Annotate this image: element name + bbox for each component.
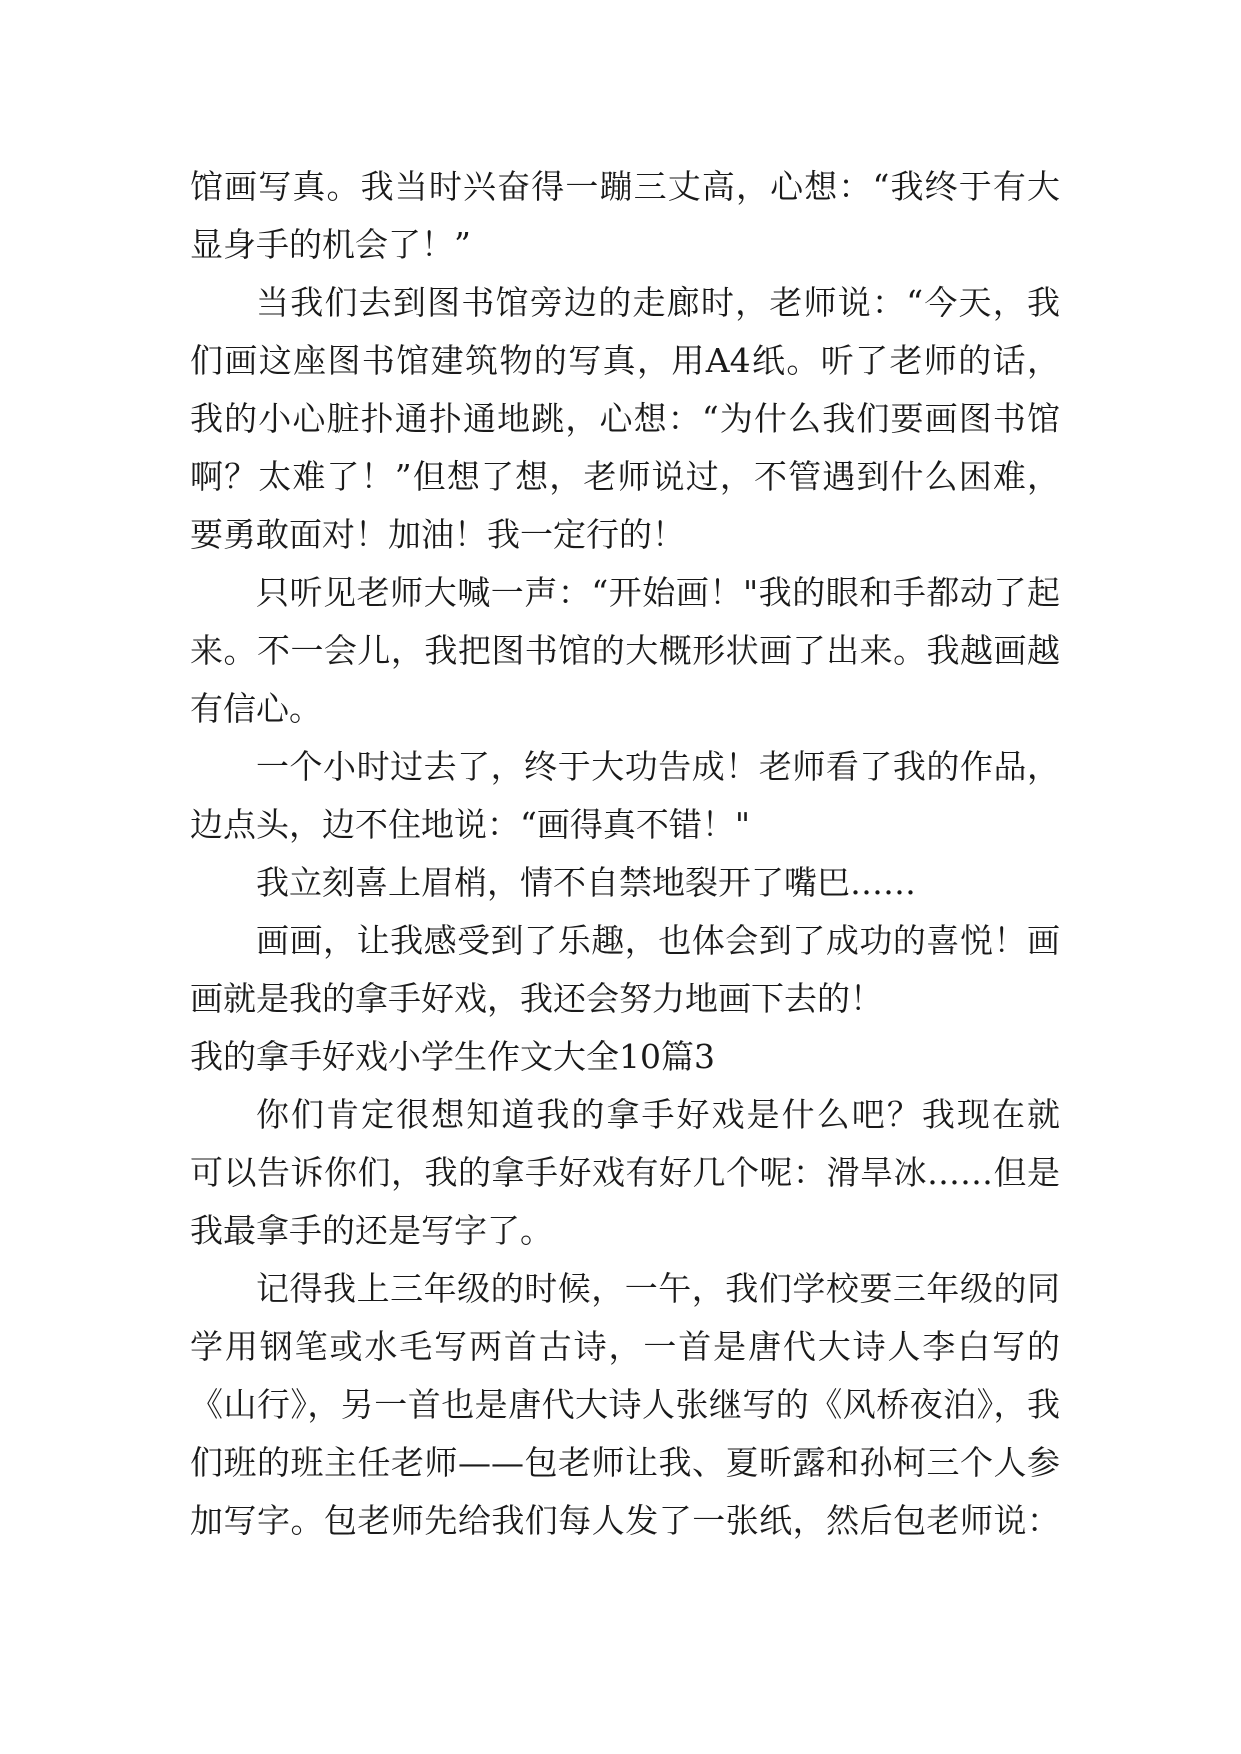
text-line: 你们肯定很想知道我的拿手好戏是什么吧？我现在就	[256, 1095, 1060, 1134]
text-line: 一个小时过去了，终于大功告成！老师看了我的作品，	[256, 747, 1060, 786]
text-line: 边点头，边不住地说：“画得真不错！"	[190, 805, 751, 844]
paragraph	[190, 158, 1060, 274]
text-line: 画画，让我感受到了乐趣，也体会到了成功的喜悦！画	[256, 921, 1060, 960]
paragraph	[190, 274, 1060, 564]
text-line: 有信心。	[190, 689, 322, 728]
text-line: 学用钢笔或水毛写两首古诗，一首是唐代大诗人李白写的	[190, 1327, 1060, 1366]
text-line: 画就是我的拿手好戏，我还会努力地画下去的！	[190, 979, 883, 1018]
paragraph	[190, 564, 1060, 738]
paragraph	[190, 1086, 1060, 1260]
text-line: 来。不一会儿，我把图书馆的大概形状画了出来。我越画越	[190, 631, 1060, 670]
text-line: 我立刻喜上眉梢，情不自禁地裂开了嘴巴……	[256, 863, 916, 902]
text-line: 要勇敢面对！加油！我一定行的！	[190, 515, 685, 554]
text-line: 啊？太难了！”但想了想，老师说过，不管遇到什么困难，	[190, 457, 1060, 496]
document-body	[190, 158, 1060, 1550]
text-line: 我最拿手的还是写字了。	[190, 1211, 553, 1250]
text-line: 我的小心脏扑通扑通地跳，心想：“为什么我们要画图书馆	[190, 399, 1060, 438]
text-line: 《山行》，另一首也是唐代大诗人张继写的《风桥夜泊》，我	[190, 1385, 1060, 1424]
text-line: 加写字。包老师先给我们每人发了一张纸，然后包老师说：	[190, 1501, 1060, 1540]
text-line: 只听见老师大喊一声：“开始画！"我的眼和手都动了起	[256, 573, 1060, 612]
text-line: 们班的班主任老师——包老师让我、夏昕露和孙柯三个人参	[190, 1443, 1060, 1482]
text-line: 可以告诉你们，我的拿手好戏有好几个呢：滑旱冰……但是	[190, 1153, 1060, 1192]
text-line: 们画这座图书馆建筑物的写真，用A4纸。听了老师的话，	[190, 341, 1060, 380]
paragraph	[190, 738, 1060, 854]
section-heading: 我的拿手好戏小学生作文大全10篇3	[190, 1037, 715, 1076]
text-line: 显身手的机会了！”	[190, 225, 471, 264]
text-line: 馆画写真。我当时兴奋得一蹦三丈高，心想：“我终于有大	[190, 167, 1060, 206]
paragraph	[190, 912, 1060, 1028]
text-line: 记得我上三年级的时候，一午，我们学校要三年级的同	[256, 1269, 1060, 1308]
paragraph	[190, 854, 1060, 912]
text-line: 当我们去到图书馆旁边的走廊时，老师说：“今天，我	[256, 283, 1060, 322]
paragraph	[190, 1260, 1060, 1550]
